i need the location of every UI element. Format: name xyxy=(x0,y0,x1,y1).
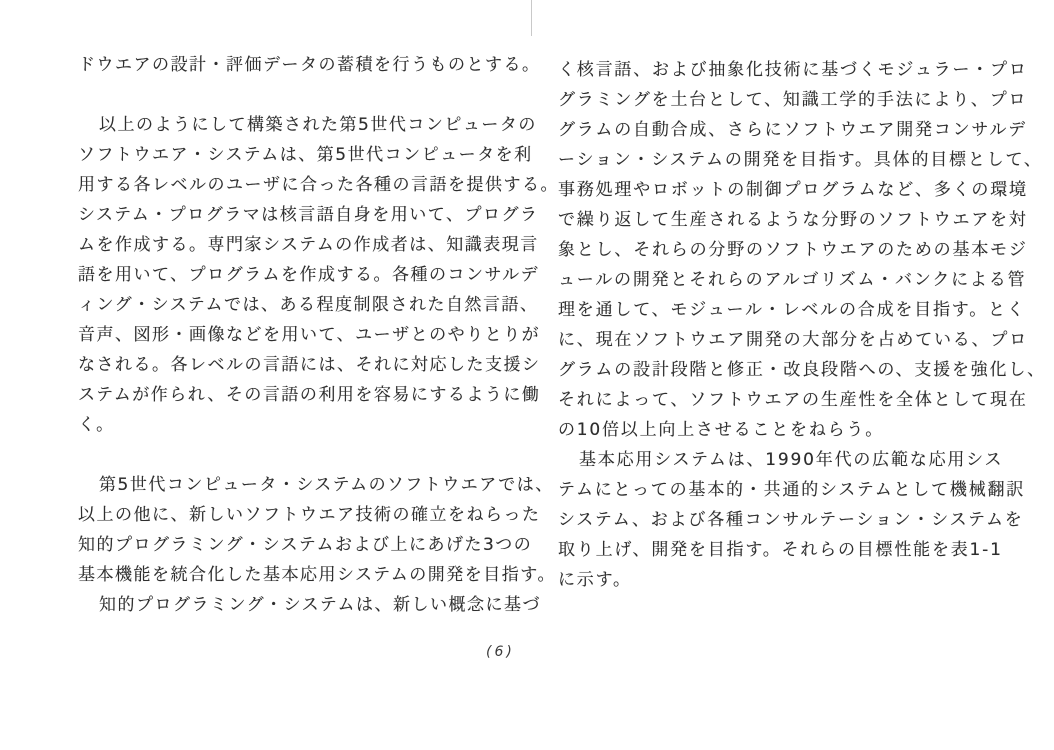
text-line: 知的プログラミング・システムは、新しい概念に基づ xyxy=(99,595,541,615)
text-line: 語を用いて、プログラムを作成する。各種のコンサルデ xyxy=(78,265,540,285)
text-line: ィング・システムでは、ある程度制限された自然言語、 xyxy=(78,295,539,315)
text-line: ムを作成する。専門家システムの作成者は、知識表現言 xyxy=(78,235,539,255)
text-line: 基本応用システムは、1990年代の広範な応用シス xyxy=(579,450,1004,470)
text-line: 以上のようにして構築された第5世代コンピュータの xyxy=(99,115,537,135)
text-line: 知的プログラミング・システムおよび上にあげた3つの xyxy=(78,535,533,555)
text-line: 事務処理やロボットの制御プログラムなど、多くの環境 xyxy=(558,180,1028,200)
text-line: テムにとっての基本的・共通的システムとして機械翻訳 xyxy=(558,480,1026,500)
text-line: ソフトウエア・システムは、第5世代コンピュータを利 xyxy=(78,145,533,165)
text-line: グラミングを土台として、知識工学的手法により、プロ xyxy=(558,90,1028,110)
text-line: 用する各レベルのユーザに合った各種の言語を提供する。 xyxy=(78,175,559,195)
scan-crease-mark xyxy=(531,0,532,36)
text-line: 第5世代コンピュータ・システムのソフトウエアでは、 xyxy=(99,475,554,495)
text-line: 音声、図形・画像などを用いて、ユーザとのやりとりが xyxy=(78,325,541,345)
text-line: く。 xyxy=(78,415,115,435)
left-text-column xyxy=(78,50,559,620)
text-line: に示す。 xyxy=(558,570,632,590)
text-line: に、現在ソフトウエア開発の大部分を占めている、プロ xyxy=(558,330,1028,350)
text-line: ステムが作られ、その言語の利用を容易にするように働 xyxy=(78,385,541,405)
right-text-column xyxy=(558,55,1046,595)
text-line: システム、および各種コンサルテーション・システムを xyxy=(558,510,1024,530)
text-line: それによって、ソフトウエアの生産性を全体として現在 xyxy=(558,390,1028,410)
text-line: 理を通して、モジュール・レベルの合成を目指す。とく xyxy=(558,300,1026,320)
text-line: く核言語、および抽象化技術に基づくモジュラー・プロ xyxy=(558,60,1028,80)
text-line: の10倍以上向上させることをねらう。 xyxy=(558,420,885,440)
text-line: なされる。各レベルの言語には、それに対応した支援シ xyxy=(78,355,541,375)
text-line: ュールの開発とそれらのアルゴリズム・バンクによる管 xyxy=(558,270,1027,290)
text-line: ドウエアの設計・評価データの蓄積を行うものとする。 xyxy=(78,55,541,75)
text-line: グラムの自動合成、さらにソフトウエア開発コンサルデ xyxy=(558,120,1027,140)
text-line: 基本機能を統合化した基本応用システムの開発を目指す。 xyxy=(78,565,556,585)
text-line: グラムの設計段階と修正・改良段階への、支援を強化し、 xyxy=(558,360,1046,380)
text-line: 象とし、それらの分野のソフトウエアのための基本モジ xyxy=(558,240,1028,260)
page-number: (6) xyxy=(486,644,515,660)
text-line: 以上の他に、新しいソフトウエア技術の確立をねらった xyxy=(78,505,541,525)
text-line: で繰り返して生産されるような分野のソフトウエアを対 xyxy=(558,210,1028,230)
text-line: ーション・システムの開発を目指す。具体的目標として、 xyxy=(558,150,1043,170)
text-line: 取り上げ、開発を目指す。それらの目標性能を表1-1 xyxy=(558,540,1003,560)
text-line: システム・プログラマは核言語自身を用いて、プログラ xyxy=(78,205,539,225)
